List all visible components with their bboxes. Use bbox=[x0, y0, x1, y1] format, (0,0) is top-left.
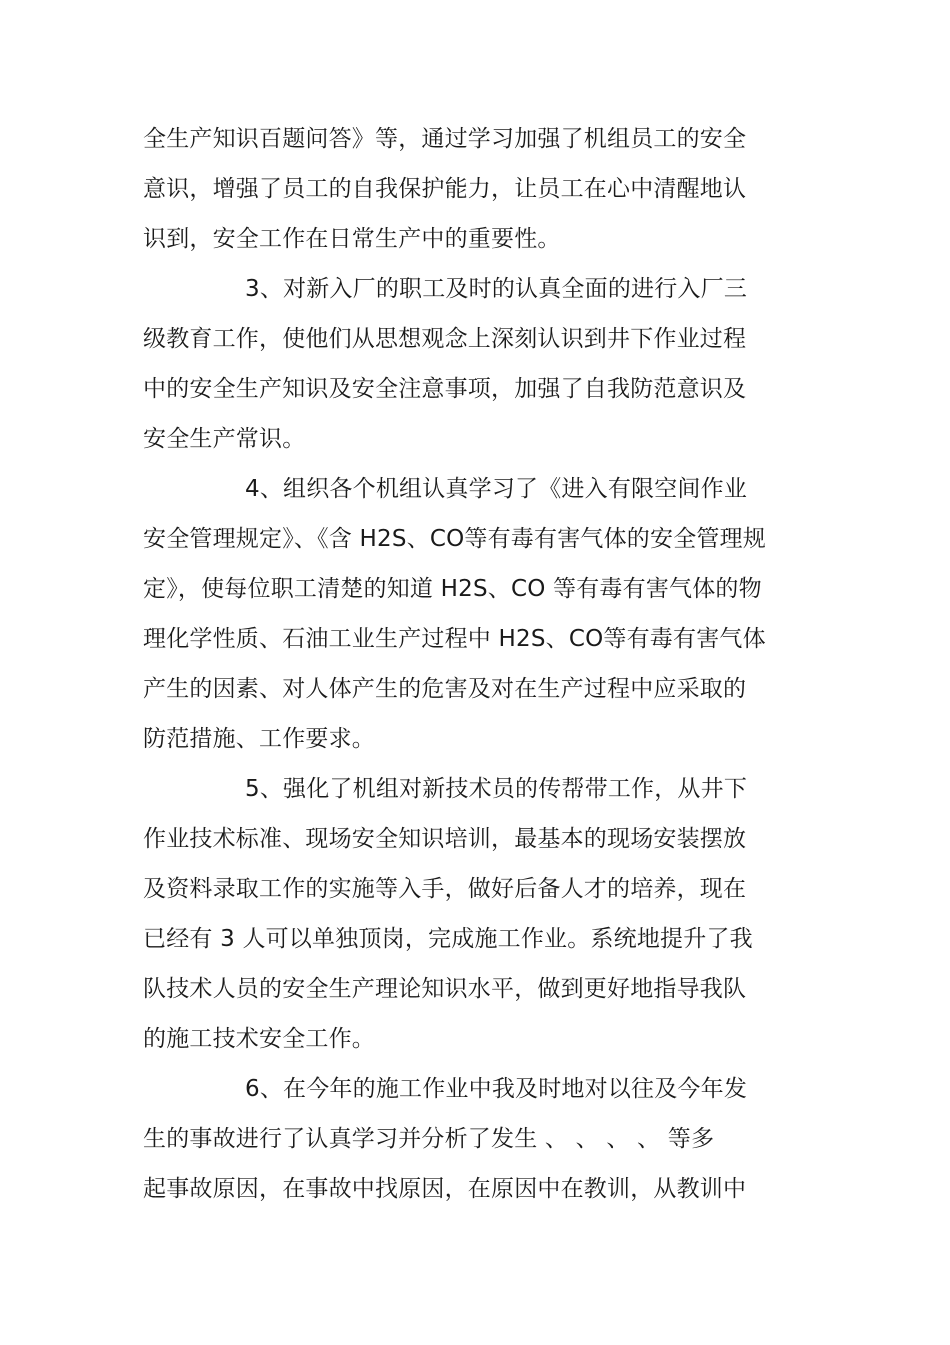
text-line: 理化学性质、石油工业生产过程中 H2S、CO等有毒有害气体 bbox=[143, 626, 766, 652]
text-line: 全生产知识百题问答》等，通过学习加强了机组员工的安全 bbox=[143, 126, 747, 152]
text-line: 安全管理规定》、《含 H2S、CO等有毒有害气体的安全管理规 bbox=[143, 526, 767, 552]
text-line: 定》，使每位职工清楚的知道 H2S、CO 等有毒有害气体的物 bbox=[143, 576, 762, 602]
text-line: 起事故原因，在事故中找原因，在原因中在教训，从教训中 bbox=[143, 1176, 747, 1202]
paragraph-3-start: 3、对新入厂的职工及时的认真全面的进行入厂三 bbox=[245, 276, 748, 302]
text-line: 生的事故进行了认真学习并分析了发生 、 、 、 、 等多 bbox=[143, 1126, 715, 1152]
text-line: 队技术人员的安全生产理论知识水平，做到更好地指导我队 bbox=[143, 976, 747, 1002]
text-line: 安全生产常识。 bbox=[143, 426, 306, 452]
paragraph-6-start: 6、在今年的施工作业中我及时地对以往及今年发 bbox=[245, 1076, 748, 1102]
text-line: 识到，安全工作在日常生产中的重要性。 bbox=[143, 226, 561, 252]
text-line: 的施工技术安全工作。 bbox=[143, 1026, 375, 1052]
text-line: 防范措施、工作要求。 bbox=[143, 726, 375, 752]
text-line: 已经有 3 人可以单独顶岗，完成施工作业。系统地提升了我 bbox=[143, 926, 753, 952]
text-line: 产生的因素、对人体产生的危害及对在生产过程中应采取的 bbox=[143, 676, 747, 702]
text-line: 作业技术标准、现场安全知识培训，最基本的现场安装摆放 bbox=[143, 826, 747, 852]
text-line: 及资料录取工作的实施等入手，做好后备人才的培养，现在 bbox=[143, 876, 747, 902]
paragraph-5-start: 5、强化了机组对新技术员的传帮带工作，从井下 bbox=[245, 776, 748, 802]
text-line: 中的安全生产知识及安全注意事项，加强了自我防范意识及 bbox=[143, 376, 747, 402]
paragraph-4-start: 4、组织各个机组认真学习了《进入有限空间作业 bbox=[245, 476, 748, 502]
text-line: 级教育工作，使他们从思想观念上深刻认识到井下作业过程 bbox=[143, 326, 747, 352]
text-line: 意识，增强了员工的自我保护能力，让员工在心中清醒地认 bbox=[143, 176, 747, 202]
